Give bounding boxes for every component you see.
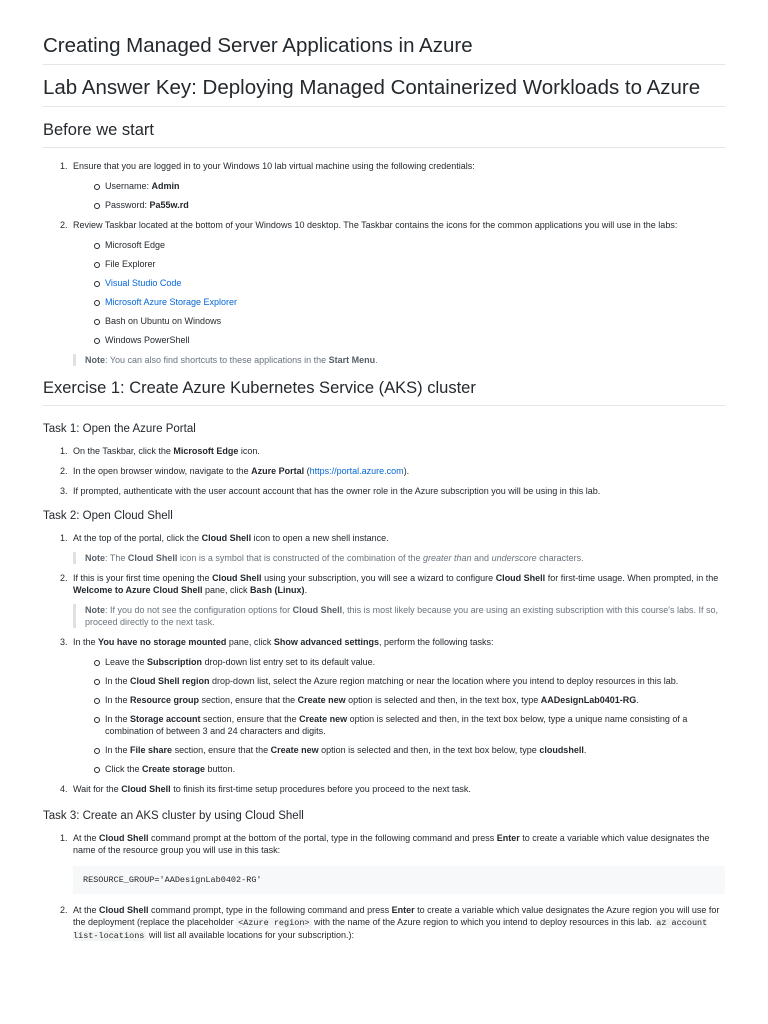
username-value: Admin xyxy=(151,181,180,191)
storage-task-region: In the Cloud Shell region drop-down list, select the Azure region matching or near the location where you intend to deploy resources in this lab. xyxy=(43,675,725,687)
list-locations-code: az account list-locations xyxy=(73,918,708,941)
credentials-list xyxy=(43,180,725,211)
task-1-step-2: 2. In the open browser window, navigate to the Azure Portal (https://portal.azure.com). xyxy=(60,466,410,476)
storage-task-resource-group: In the Resource group section, ensure that the Create new option is selected and then, in the text box, type AADesignLab0401-RG. xyxy=(43,694,725,706)
username-item: Username: Admin xyxy=(43,180,725,192)
task-3-step-2: 2. At the Cloud Shell command prompt, type in the following command and press Enter to create a variable which value designates the Azure region you will use for the deployment (replace the placeholder <Azure region> with the name of the Azure region to which you intend to deploy resources in this lab. az account list-locations will list all available locations for your subscription.): xyxy=(60,905,720,941)
task-2-heading: Task 2: Open Cloud Shell xyxy=(43,510,173,522)
task-2-step-3: 3. In the You have no storage mounted pane, click Show advanced settings, perform the following tasks: Leave the Subscription drop-down list entry set to its default value. In the Cloud Shell region drop-down list, select the Azure region matching or near the location where you intend to deploy resources in this lab. In the Resource group section, ensure that the Create new option is selected and then, in the text box, type AADesignLab0401-RG. In the Storage account section, ensure that the Create new option is selected and then, in the text box below, type a unique name consisting of a combination of between 3 and 24 characters and digits. In the File share section, ensure that the Create new option is selected and then, in the text box below, type cloudshell. Click the Create storage button. xyxy=(43,636,725,775)
task-3-steps xyxy=(43,832,725,942)
exercise-1-heading: Exercise 1: Create Azure Kubernetes Service (AKS) cluster xyxy=(43,377,725,406)
azure-portal-link[interactable]: https://portal.azure.com xyxy=(309,466,404,476)
app-item-bash: Bash on Ubuntu on Windows xyxy=(43,315,725,327)
before-step-2-text: Review Taskbar located at the bottom of your Windows 10 desktop. The Taskbar contains the icons for the common applications you will use in the labs: xyxy=(73,220,678,230)
cloud-shell-icon-note: Note: The Cloud Shell icon is a symbol that is constructed of the combination of the greater than and underscore characters. xyxy=(73,552,725,564)
task-2-step-1: 1. At the top of the portal, click the Cloud Shell icon to open a new shell instance. Note: The Cloud Shell icon is a symbol that is constructed of the combination of the greater than and underscore characters. xyxy=(43,532,725,564)
task-1-heading: Task 1: Open the Azure Portal xyxy=(43,423,196,435)
lab-title: Lab Answer Key: Deploying Managed Containerized Workloads to Azure xyxy=(43,76,725,107)
before-step-2: 2. Review Taskbar located at the bottom of your Windows 10 desktop. The Taskbar contains the icons for the common applications you will use in the labs: Microsoft Edge File Explorer Visual Studio Code Microsoft Azure Storage Explorer Bash on Ubuntu on Windows Windows PowerShell xyxy=(43,219,725,346)
password-value: Pa55w.rd xyxy=(149,200,189,210)
task-1-steps xyxy=(43,445,725,497)
app-item-edge: Microsoft Edge xyxy=(43,239,725,251)
before-step-1-text: Ensure that you are logged in to your Windows 10 lab virtual machine using the following credentials: xyxy=(73,161,475,171)
task-3-step-1: 1. At the Cloud Shell command prompt at the bottom of the portal, type in the following command and press Enter to create a variable which value designates the name of the resource group you will use in this task: RESOURCE_GROUP='AADesignLab0402-RG' xyxy=(43,832,725,894)
storage-task-storage-account: In the Storage account section, ensure that the Create new option is selected and then, in the text box below, type a unique name consisting of a combination of between 3 and 24 characters and digits. xyxy=(43,713,725,737)
task-2-step-2: 2. If this is your first time opening the Cloud Shell using your subscription, you will see a wizard to configure Cloud Shell for first-time usage. When prompted, in the Welcome to Azure Cloud Shell pane, click Bash (Linux). Note: If you do not see the configuration options for Cloud Shell, this is most likely because you are using an existing subscription with this course's labs. If so, proceed directly to the next task. xyxy=(43,572,725,628)
apps-list xyxy=(43,239,725,346)
password-item: Password: Pa55w.rd xyxy=(43,199,725,211)
before-step-1: 1. Ensure that you are logged in to your Windows 10 lab virtual machine using the following credentials: Username: Admin Password: Pa55w.rd xyxy=(43,160,725,211)
task-2-steps xyxy=(43,532,725,795)
configuration-options-note: Note: If you do not see the configuration options for Cloud Shell, this is most likely because you are using an existing subscription with this course's labs. If so, proceed directly to the next task. xyxy=(73,604,725,628)
app-link-vscode[interactable]: Visual Studio Code xyxy=(43,277,725,289)
storage-task-create-storage: Click the Create storage button. xyxy=(43,763,725,775)
app-item-file-explorer: File Explorer xyxy=(43,258,725,270)
storage-task-subscription: Leave the Subscription drop-down list entry set to its default value. xyxy=(43,656,725,668)
before-we-start-heading: Before we start xyxy=(43,119,725,148)
document-page xyxy=(43,32,725,942)
task-3-heading: Task 3: Create an AKS cluster by using Cloud Shell xyxy=(43,810,304,822)
azure-region-placeholder-code: <Azure region> xyxy=(238,918,310,928)
task-1-step-3: 3. If prompted, authenticate with the user account account that has the owner role in the Azure subscription you will be using in this lab. xyxy=(60,486,601,496)
task-2-step-4: 4. Wait for the Cloud Shell to finish its first-time setup procedures before you proceed to the next task. xyxy=(60,784,471,794)
app-link-storage-explorer[interactable]: Microsoft Azure Storage Explorer xyxy=(43,296,725,308)
document-title: Creating Managed Server Applications in Azure xyxy=(43,32,725,65)
storage-tasks-list xyxy=(43,656,725,775)
storage-task-file-share: In the File share section, ensure that the Create new option is selected and then, in the text box below, type cloudshell. xyxy=(43,744,725,756)
shortcuts-note: Note: You can also find shortcuts to these applications in the Start Menu. xyxy=(73,354,725,366)
app-item-powershell: Windows PowerShell xyxy=(43,334,725,346)
task-1-step-1: 1. On the Taskbar, click the Microsoft Edge icon. xyxy=(60,446,260,456)
before-steps-list xyxy=(43,160,725,346)
resource-group-code-block: RESOURCE_GROUP='AADesignLab0402-RG' xyxy=(73,866,725,894)
